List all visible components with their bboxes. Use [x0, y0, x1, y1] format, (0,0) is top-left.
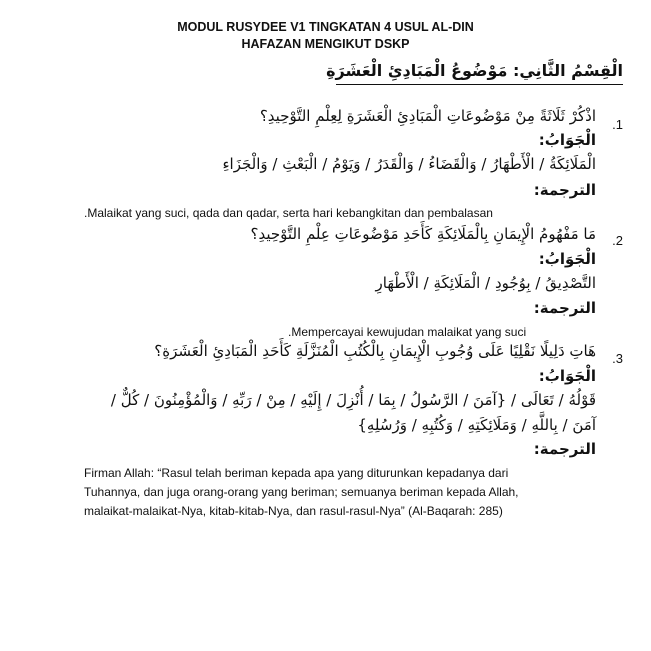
section-heading: الْقِسْمُ الثَّانِي: مَوْضُوعُ الْمَبَادِئِ الْعَشَرَةِ [326, 61, 623, 80]
section-heading-underline [336, 84, 623, 85]
question-1-translation: .Malaikat yang suci, qada dan qadar, serta hari kebangkitan dan pembalasan [84, 206, 493, 220]
question-3-number: .3 [612, 351, 623, 366]
question-2-translation-label: الترجمة: [533, 299, 596, 317]
module-subtitle: HAFAZAN MENGIKUT DSKP [241, 37, 410, 51]
question-3-translation-line-1: Firman Allah: “Rasul telah beriman kepada apa yang diturunkan kepadanya dari [84, 466, 509, 480]
question-2-number: .2 [612, 233, 623, 248]
question-3-translation-label: الترجمة: [533, 440, 596, 458]
question-2-answer-label: الْجَوَابُ: [538, 250, 596, 268]
question-3-answer-line-1: قَوْلُهُ / تَعَالَى / {آمَنَ / الرَّسُولُ / بِمَا / أُنْزِلَ / إِلَيْهِ / مِنْ / رَبِّهِ / وَالْمُؤْمِنُونَ / كُلٌّ / [110, 391, 596, 409]
question-1-number: .1 [612, 117, 623, 132]
question-1-text: اذْكُرْ ثَلَاثَةً مِنْ مَوْضُوعَاتِ الْمَبَادِئِ الْعَشَرَةِ لِعِلْمِ التَّوْحِيدِ؟ [259, 107, 596, 125]
question-3-text: هَاتِ دَلِيلًا نَقْلِيًا عَلَى وُجُوبِ الْإِيمَانِ بِالْكُتُبِ الْمُنَزَّلَةِ كَأَحَدِ الْمَبَادِئِ الْعَشَرَةِ؟ [154, 342, 596, 360]
question-2-answer-line: التَّصْدِيقُ / بِوُجُودِ / الْمَلَائِكَةِ / الْأَطْهَارِ [375, 274, 596, 292]
question-1-answer-label: الْجَوَابُ: [538, 131, 596, 149]
question-1-answer-line: الْمَلَائِكَةُ / الْأَطْهَارُ / وَالْقَضَاءُ / وَالْقَدَرُ / وَيَوْمُ / الْبَعْثِ / وَالْجَزَاءِ [222, 155, 596, 173]
question-3-answer-label: الْجَوَابُ: [538, 367, 596, 385]
question-1-translation-label: الترجمة: [533, 181, 596, 199]
question-3-translation-line-2: Tuhannya, dan juga orang-orang yang beriman; semuanya beriman kepada Allah, [84, 485, 519, 499]
question-3-translation-line-3: malaikat-malaikat-Nya, kitab-kitab-Nya, dan rasul-rasul-Nya” (Al-Baqarah: 285) [84, 504, 503, 518]
question-2-translation: .Mempercayai kewujudan malaikat yang suci [288, 325, 527, 339]
question-2-text: مَا مَفْهُومُ الْإِيمَانِ بِالْمَلَائِكَةِ كَأَحَدِ مَوْضُوعَاتِ عِلْمِ التَّوْحِيدِ؟ [250, 225, 596, 243]
module-title: MODUL RUSYDEE V1 TINGKATAN 4 USUL AL-DIN [177, 20, 474, 34]
question-3-answer-line-2: آمَنَ / بِاللَّهِ / وَمَلَائِكَتِهِ / وَكُتُبِهِ / وَرُسُلِهِ} [357, 416, 596, 434]
